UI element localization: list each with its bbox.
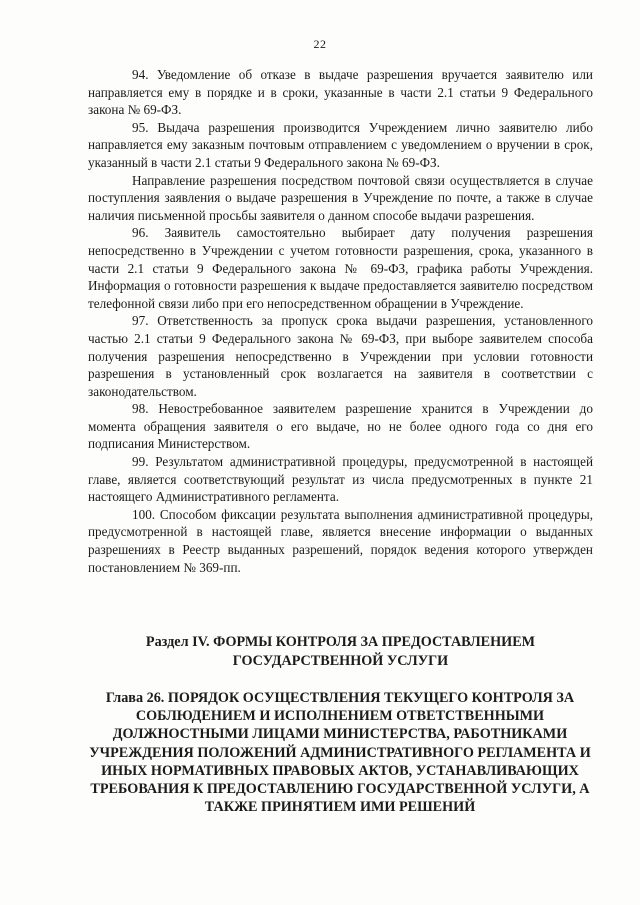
body-text [88, 66, 593, 576]
paragraph-99: 99. Результатом административной процедуры, предусмотренной в настоящей главе, является соответствующий результат из числа предусмотренных в пункте 21 настоящего Административного регламента. [88, 454, 593, 505]
chapter-title: Глава 26. ПОРЯДОК ОСУЩЕСТВЛЕНИЯ ТЕКУЩЕГО КОНТРОЛЯ ЗА СОБЛЮДЕНИЕМ И ИСПОЛНЕНИЕМ ОТВЕТСТВЕННЫМИ ДОЛЖНОСТНЫМИ ЛИЦАМИ МИНИСТЕРСТВА, РАБОТНИКАМИ УЧРЕЖДЕНИЯ ПОЛОЖЕНИЙ АДМИНИСТРАТИВНОГО РЕГЛАМЕНТА И ИНЫХ НОРМАТИВНЫХ ПРАВОВЫХ АКТОВ, УСТАНАВЛИВАЮЩИХ ТРЕБОВАНИЯ К ПРЕДОСТАВЛЕНИЮ ГОСУДАРСТВЕННОЙ УСЛУГИ, А ТАКЖЕ ПРИНЯТИЕМ ИМИ РЕШЕНИЙ [89, 690, 591, 816]
paragraph-100: 100. Способом фиксации результата выполнения административной процедуры, предусмотренной в настоящей главе, является внесение информации о выданных разрешениях в Реестр выданных разрешений, порядок ведения которого утвержден постановлением № 369-пп. [88, 506, 593, 575]
section-title: Раздел IV. ФОРМЫ КОНТРОЛЯ ЗА ПРЕДОСТАВЛЕНИЕМ ГОСУДАРСТВЕННОЙ УСЛУГИ [145, 634, 536, 669]
paragraph-96: 96. Заявитель самостоятельно выбирает дату получения разрешения непосредственно в Учреждении с учетом готовности разрешения, срока, указанного в части 2.1 статьи 9 Федерального закона № 69-ФЗ, графика работы Учреждения. Информация о готовности разрешения к выдаче предоставляется заявителю посредством телефонной связи либо при его непосредственном обращении в Учреждение. [88, 225, 593, 311]
paragraph-97: 97. Ответственность за пропуск срока выдачи разрешения, установленного частью 2.1 статьи 9 Федерального закона № 69-ФЗ, при выборе заявителем способа получения разрешения непосредственно в Учреждении при условии готовности разрешения в установленный срок возлагается на заявителя в соответствии с законодательством. [88, 313, 593, 399]
paragraph-postal-delivery: Направление разрешения посредством почтовой связи осуществляется в случае поступления заявления о выдаче разрешения в Учреждение по почте, а также в случае наличия письменной просьбы заявителя о данном способе выдачи разрешения. [88, 172, 593, 223]
paragraph-95: 95. Выдача разрешения производится Учреждением лично заявителю либо направляется ему заказным почтовым отправлением с уведомлением о вручении в срок, указанный в части 2.1 статьи 9 Федерального закона № 69-ФЗ. [88, 119, 593, 170]
paragraph-98: 98. Невостребованное заявителем разрешение хранится в Учреждении до момента обращения заявителя о его выдаче, но не более одного года со дня его подписания Министерством. [88, 401, 593, 452]
page-number: 22 [313, 37, 327, 51]
paragraph-94: 94. Уведомление об отказе в выдаче разрешения вручается заявителю или направляется ему в порядке и в сроки, указанные в части 2.1 статьи 9 Федерального закона № 69-ФЗ. [88, 67, 593, 118]
